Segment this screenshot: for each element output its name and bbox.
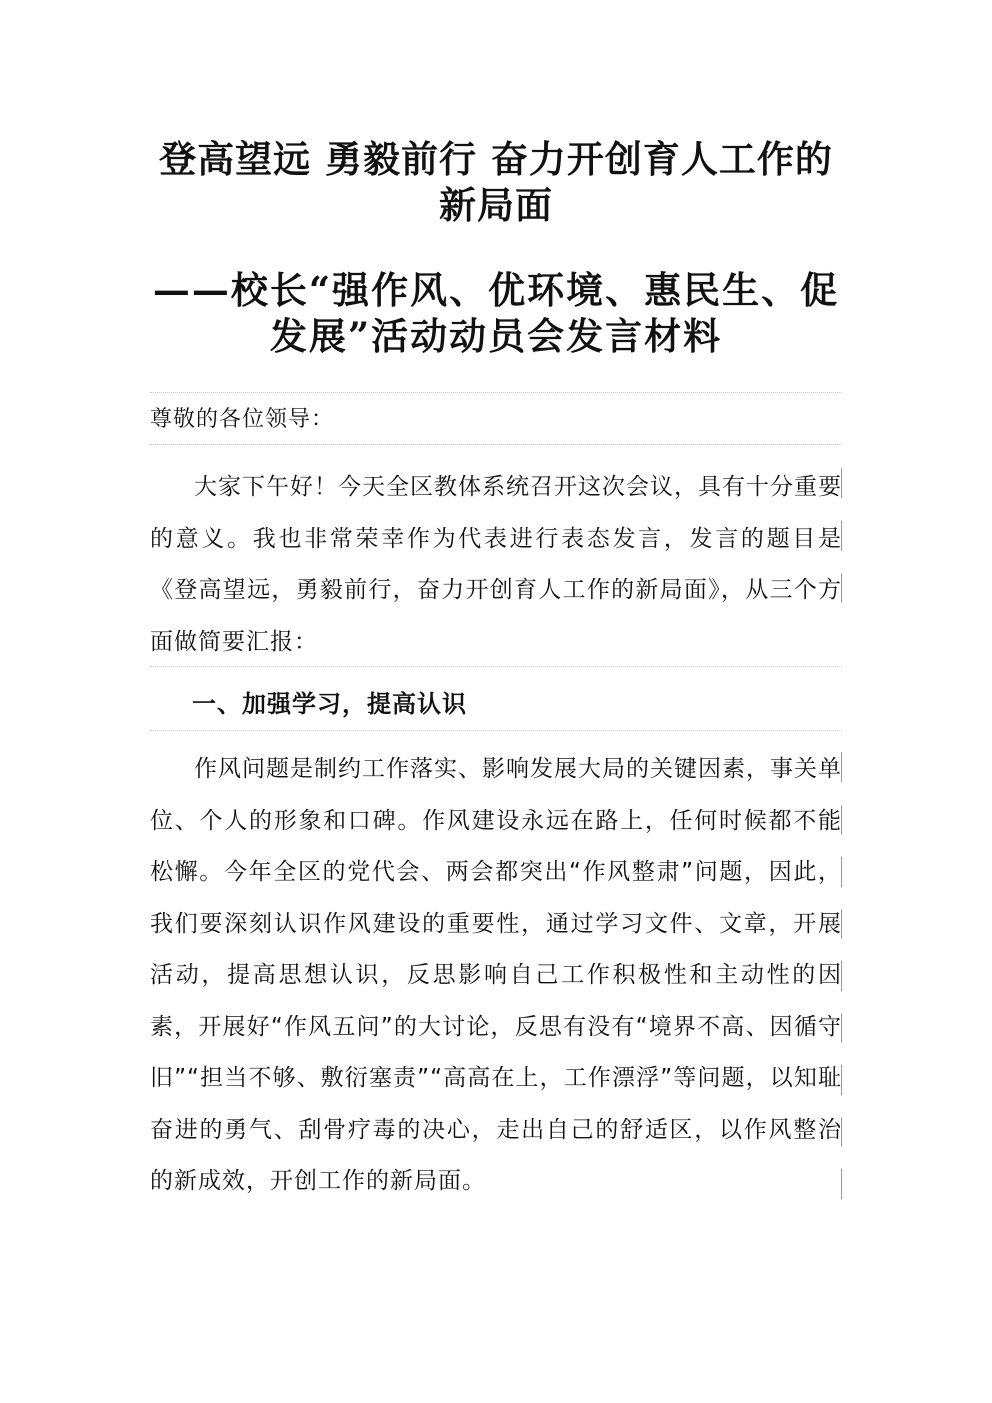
margin-bar — [841, 468, 842, 498]
divider — [150, 444, 842, 445]
margin-bar — [841, 1117, 842, 1147]
margin-bar — [841, 1169, 842, 1199]
divider — [150, 392, 842, 393]
document-subtitle: ——校长“强作风、优环境、惠民生、促发展”活动动员会发言材料 — [152, 268, 840, 358]
salutation: 尊敬的各位领导： — [150, 407, 335, 432]
margin-bar — [841, 909, 842, 939]
divider — [150, 666, 842, 667]
margin-bar — [841, 961, 842, 991]
margin-bar — [841, 521, 842, 551]
margin-bar — [841, 573, 842, 603]
divider — [150, 730, 842, 731]
margin-bar — [841, 1013, 842, 1043]
body-paragraph-intro: 大家下午好！今天全区教体系统召开这次会议，具有十分重要的意义。我也非常荣幸作为代表进行表态发言，发言的题目是《登高望远，勇毅前行，奋力开创育人工作的新局面》，从三个方面做简要汇报： — [150, 474, 842, 655]
margin-bar — [841, 1065, 842, 1095]
document-title: 登高望远 勇毅前行 奋力开创育人工作的新局面 — [159, 137, 833, 227]
margin-bar — [841, 752, 842, 782]
margin-bar — [841, 857, 842, 887]
margin-bar — [841, 805, 842, 835]
section-heading: 一、加强学习，提高认识 — [192, 690, 467, 718]
body-paragraph: 作风问题是制约工作落实、影响发展大局的关键因素，事关单位、个人的形象和口碑。作风建设永远在路上，任何时候都不能松懈。今年全区的党代会、两会都突出“作风整肃”问题，因此，我们要深刻认识作风建设的重要性，通过学习文件、文章，开展活动，提高思想认识，反思影响自己工作积极性和主动性的因素，开展好“作风五问”的大讨论，反思有没有“境界不高、因循守旧”“担当不够、敷衍塞责”“高高在上，工作漂浮”等问题，以知耻奋进的勇气、刮骨疗毒的决心，走出自己的舒适区，以作风整治的新成效，开创工作的新局面。 — [150, 756, 842, 1194]
